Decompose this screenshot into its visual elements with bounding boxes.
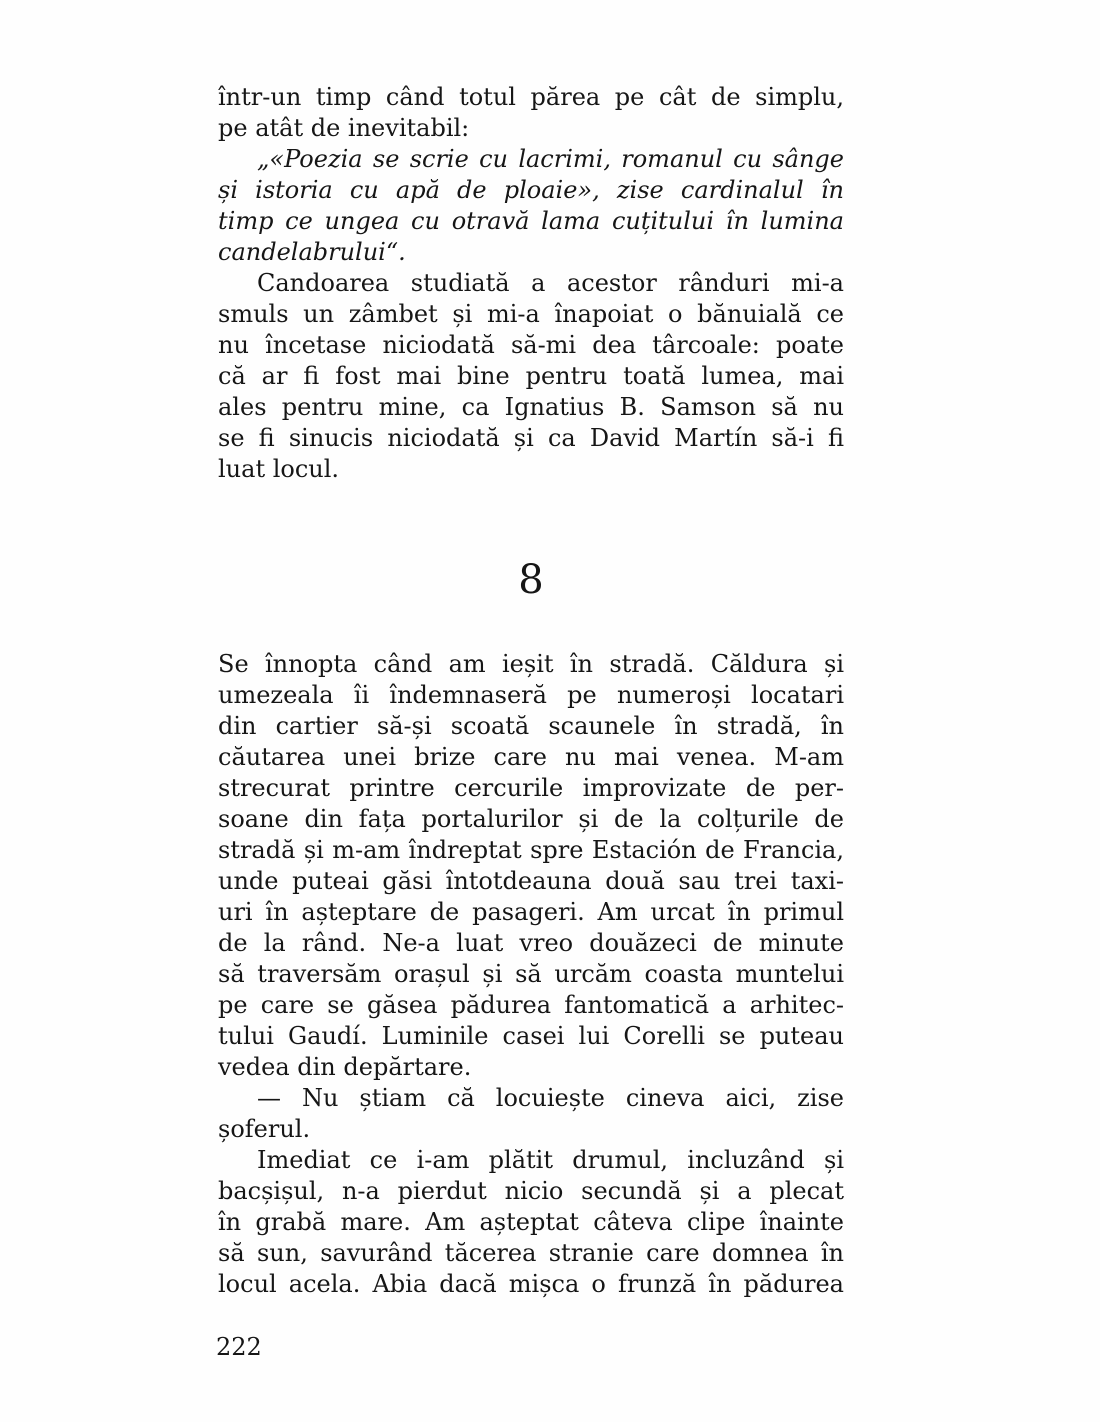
text-line: și istoria cu apă de ploaie», zise cardinalul în	[218, 176, 844, 204]
text-line: nu încetase niciodată să-mi dea târcoale: poate	[218, 331, 844, 359]
paragraph-continuation	[218, 82, 844, 144]
text-line: umezeala îi îndemnaseră pe numeroși locatari	[218, 681, 844, 709]
text-line: candelabrului“.	[218, 238, 406, 266]
text-line: strecurat printre cercurile improvizate de per-	[218, 774, 844, 802]
text-line: bacșișul, n-a pierdut nicio secundă și a plecat	[218, 1177, 844, 1205]
paragraph-candoarea	[218, 268, 844, 485]
text-line: să traversăm orașul și să urcăm coasta muntelui	[218, 960, 844, 988]
text-line: pe care se găsea pădurea fantomatică a arhitec-	[218, 991, 844, 1019]
text-line: că ar fi fost mai bine pentru toată lumea, mai	[218, 362, 844, 390]
paragraph-dialogue	[218, 1083, 844, 1145]
text-line: „«Poezia se scrie cu lacrimi, romanul cu sânge	[257, 145, 844, 173]
text-line: de la rând. Ne-a luat vreo douăzeci de minute	[218, 929, 844, 957]
text-line: soane din fața portalurilor și de la colțurile de	[218, 805, 844, 833]
chapter-heading: 8	[518, 557, 544, 603]
page-number: 222	[216, 1333, 262, 1361]
text-line: Imediat ce i-am plătit drumul, incluzând și	[257, 1146, 844, 1174]
text-line: în grabă mare. Am așteptat câteva clipe înainte	[218, 1208, 844, 1236]
text-line: timp ce ungea cu otravă lama cuțitului în lumina	[218, 207, 844, 235]
text-line: Candoarea studiată a acestor rânduri mi-a	[257, 269, 844, 297]
text-line: vedea din depărtare.	[218, 1053, 472, 1081]
text-line: unde puteai găsi întotdeauna două sau trei taxi-	[218, 867, 844, 895]
text-block	[218, 82, 844, 1300]
text-line: Se înnopta când am ieșit în stradă. Căldura și	[218, 650, 844, 678]
text-line: pe atât de inevitabil:	[218, 114, 470, 142]
text-line: într-un timp când totul părea pe cât de simplu,	[218, 83, 844, 111]
text-line: — Nu știam că locuiește cineva aici, zise	[257, 1084, 844, 1112]
paragraph-quote	[218, 144, 844, 268]
paragraph-imediat	[218, 1145, 844, 1300]
text-line: uri în așteptare de pasageri. Am urcat în primul	[218, 898, 844, 926]
text-line: șoferul.	[218, 1115, 311, 1143]
text-line: din cartier să-și scoată scaunele în stradă, în	[218, 712, 844, 740]
text-line: căutarea unei brize care nu mai venea. M-am	[218, 743, 844, 771]
text-line: locul acela. Abia dacă mișca o frunză în pădurea	[218, 1270, 844, 1298]
text-line: stradă și m-am îndreptat spre Estación de Francia,	[218, 836, 844, 864]
text-line: tului Gaudí. Luminile casei lui Corelli se puteau	[218, 1022, 844, 1050]
text-line: ales pentru mine, ca Ignatius B. Samson să nu	[218, 393, 844, 421]
text-line: să sun, savurând tăcerea stranie care domnea în	[218, 1239, 844, 1267]
text-line: se fi sinucis niciodată și ca David Martín să-i fi	[218, 424, 844, 452]
text-line: luat locul.	[218, 455, 340, 483]
text-line: smuls un zâmbet și mi-a înapoiat o bănuială ce	[218, 300, 844, 328]
paragraph-se-innopta	[218, 649, 844, 1083]
